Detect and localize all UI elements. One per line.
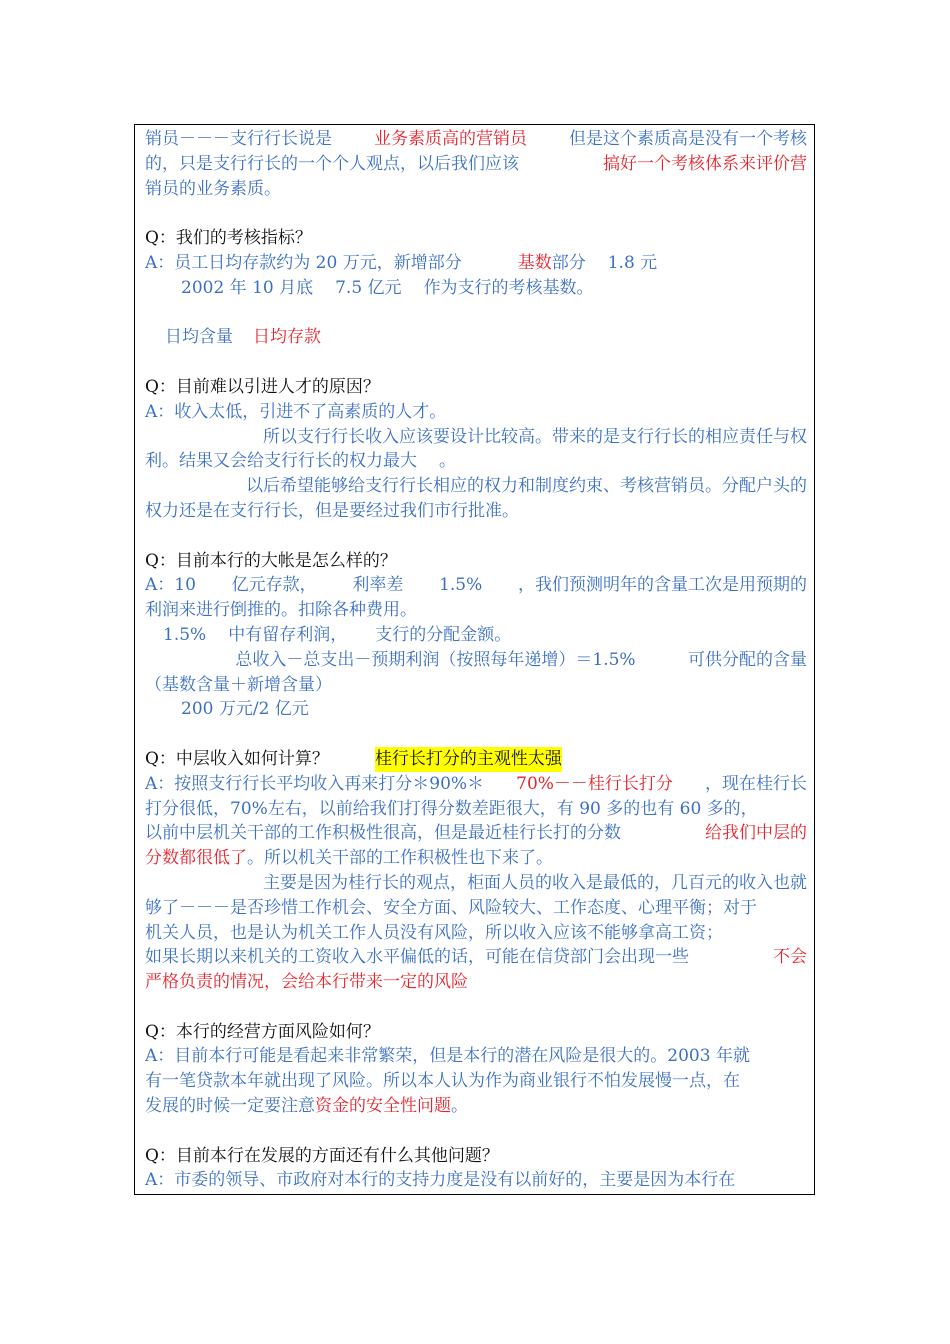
text-line (145, 474, 807, 499)
text-run: 如果长期以来机关的工资收入水平偏低的话，可能在信贷部门会出现一些 (145, 947, 689, 968)
text-run: 。所以机关干部的工作积极性也下来了。 (247, 848, 553, 869)
text-run: 但是这个素质高是没有一个考核 (569, 129, 807, 149)
text-line (145, 276, 807, 301)
text-line (145, 821, 807, 846)
text-run-emphasis: 70%－－桂行长打分 (516, 773, 673, 794)
text-line (145, 846, 807, 871)
text-run: 亿元存款， (231, 575, 317, 596)
answer-line (145, 772, 807, 797)
text-run-emphasis: 给我们中层的 (705, 823, 807, 844)
text-line (145, 152, 807, 177)
text-run-emphasis: 严格负责的情况，会给本行带来一定的风险 (145, 972, 468, 993)
text-line (145, 127, 807, 152)
text-run: 所以支行行长收入应该要设计比较高。带来的是支行行长的相应责任与权 (263, 426, 807, 447)
text-run: 利润来进行倒推的。扣除各种费用。 (145, 600, 417, 621)
question-line (145, 747, 807, 772)
question-line (145, 1020, 807, 1045)
text-run: 销员－－－支行行长说是 (145, 129, 332, 149)
text-run: ，我们预测明年的含量工次是用预期的 (518, 575, 807, 596)
text-run: 权力还是在支行行长，但是要经过我们市行批准。 (145, 500, 519, 521)
answer-line (145, 1168, 807, 1193)
question-text: Q：目前难以引进人才的原因？ (145, 376, 380, 397)
highlighted-note: 桂行长打分的主观性太强 (375, 747, 562, 772)
question-text: Q：本行的经营方面风险如何？ (145, 1021, 380, 1042)
text-run: 可供分配的含量 (687, 649, 807, 670)
answer-text: A：员工日均存款约为 20 万元，新增部分 (145, 252, 462, 273)
text-run: 以前中层机关干部的工作积极性很高，但是最近桂行长打的分数 (145, 823, 621, 844)
answer-line (145, 251, 807, 276)
answer-text: A：市委的领导、市政府对本行的支持力度是没有以前好的，主要是因为本行在 (145, 1170, 736, 1191)
question-line (145, 375, 807, 400)
text-line (145, 425, 807, 450)
text-run: ，现在桂行长 (704, 773, 807, 794)
text-line (145, 177, 807, 202)
question-text: Q：目前本行在发展的方面还有什么其他问题？ (145, 1145, 499, 1166)
text-line (145, 1069, 807, 1094)
text-run-emphasis: 搞好一个考核体系来评价营 (603, 153, 807, 174)
text-run: 够了－－－是否珍惜工作机会、安全方面、风险较大、工作态度、心理平衡；对于 (145, 897, 757, 918)
text-run-emphasis: 不会 (773, 947, 807, 968)
question-line (145, 226, 807, 251)
text-run: 有一笔贷款本年就出现了风险。所以本人认为作为商业银行不怕发展慢一点，在 (145, 1071, 740, 1092)
question-text: Q：目前本行的大帐是怎么样的？ (145, 550, 397, 571)
interview-notes-table-cell (134, 124, 815, 1195)
answer-text: A：按照支行行长平均收入再来打分＊90%＊ (145, 773, 485, 794)
text-run: 。 (439, 451, 456, 472)
text-line (145, 673, 807, 698)
text-run: 作为支行的考核基数。 (423, 277, 594, 298)
text-run: 总收入－总支出－预期利润（按照每年递增）＝1.5% (235, 649, 636, 670)
text-line (145, 623, 807, 648)
text-run: 1.5% (439, 575, 483, 596)
answer-text: A：10 (145, 575, 196, 596)
text-run: 部分 (551, 252, 586, 273)
text-line (145, 1094, 807, 1119)
text-run: （基数含量＋新增含量） (145, 674, 332, 695)
text-run: 以后希望能够给支行行长相应的权力和制度约束、考核营销员。分配户头的 (246, 476, 807, 497)
text-run: 发展的时候一定要注意 (145, 1096, 315, 1117)
text-run: 支行的分配金额。 (375, 624, 512, 645)
text-run: 日均含量 (165, 327, 233, 348)
text-run: 。 (451, 1096, 468, 1117)
text-run: 2002 年 10 月底 (181, 277, 314, 298)
text-line (145, 648, 807, 673)
text-line (145, 449, 807, 474)
text-run-emphasis: 分数都很低了 (145, 848, 247, 869)
text-run-emphasis: 资金的安全性问题 (315, 1096, 451, 1117)
text-line (145, 325, 807, 350)
text-line (145, 921, 807, 946)
question-line (145, 549, 807, 574)
interview-notes-text (145, 127, 807, 1193)
text-run: 销员的业务素质。 (145, 178, 281, 199)
text-run-emphasis: 基数 (517, 252, 552, 273)
text-line (145, 871, 807, 896)
answer-line (145, 573, 807, 598)
text-run: 主要是因为桂行长的观点，柜面人员的收入是最低的，几百元的收入也就 (263, 872, 807, 893)
text-line (145, 797, 807, 822)
text-run: 利率差 (352, 575, 404, 596)
text-line (145, 896, 807, 921)
text-line (145, 945, 807, 970)
text-run: 打分很低，70%左右，以前给我们打得分数差距很大，有 90 多的也有 60 多的， (145, 798, 758, 819)
question-text: Q：中层收入如何计算？ (145, 748, 329, 769)
answer-text: A：收入太低，引进不了高素质的人才。 (145, 401, 447, 422)
answer-line (145, 1044, 807, 1069)
text-run: 利。结果又会给支行行长的权力最大 (145, 451, 417, 472)
question-line (145, 1144, 807, 1169)
text-run: 1.8 元 (607, 252, 658, 273)
answer-text: A：目前本行可能是看起来非常繁荣，但是本行的潜在风险是很大的。2003 年就 (145, 1046, 750, 1067)
text-run-emphasis: 日均存款 (253, 327, 321, 348)
text-run: 1.5% (163, 624, 207, 645)
text-run: 机关人员，也是认为机关工作人员没有风险，所以收入应该不能够拿高工资； (145, 922, 723, 943)
text-run: 中有留存利润， (228, 624, 348, 645)
text-line (145, 970, 807, 995)
text-line (145, 499, 807, 524)
question-text: Q：我们的考核指标？ (145, 228, 312, 249)
text-run-emphasis: 业务素质高的营销员 (374, 129, 527, 149)
answer-line (145, 400, 807, 425)
text-line (145, 697, 807, 722)
text-run: 的，只是支行行长的一个个人观点，以后我们应该 (145, 153, 519, 174)
text-run: 200 万元/2 亿元 (181, 699, 309, 720)
text-line (145, 598, 807, 623)
text-run: 7.5 亿元 (335, 277, 402, 298)
